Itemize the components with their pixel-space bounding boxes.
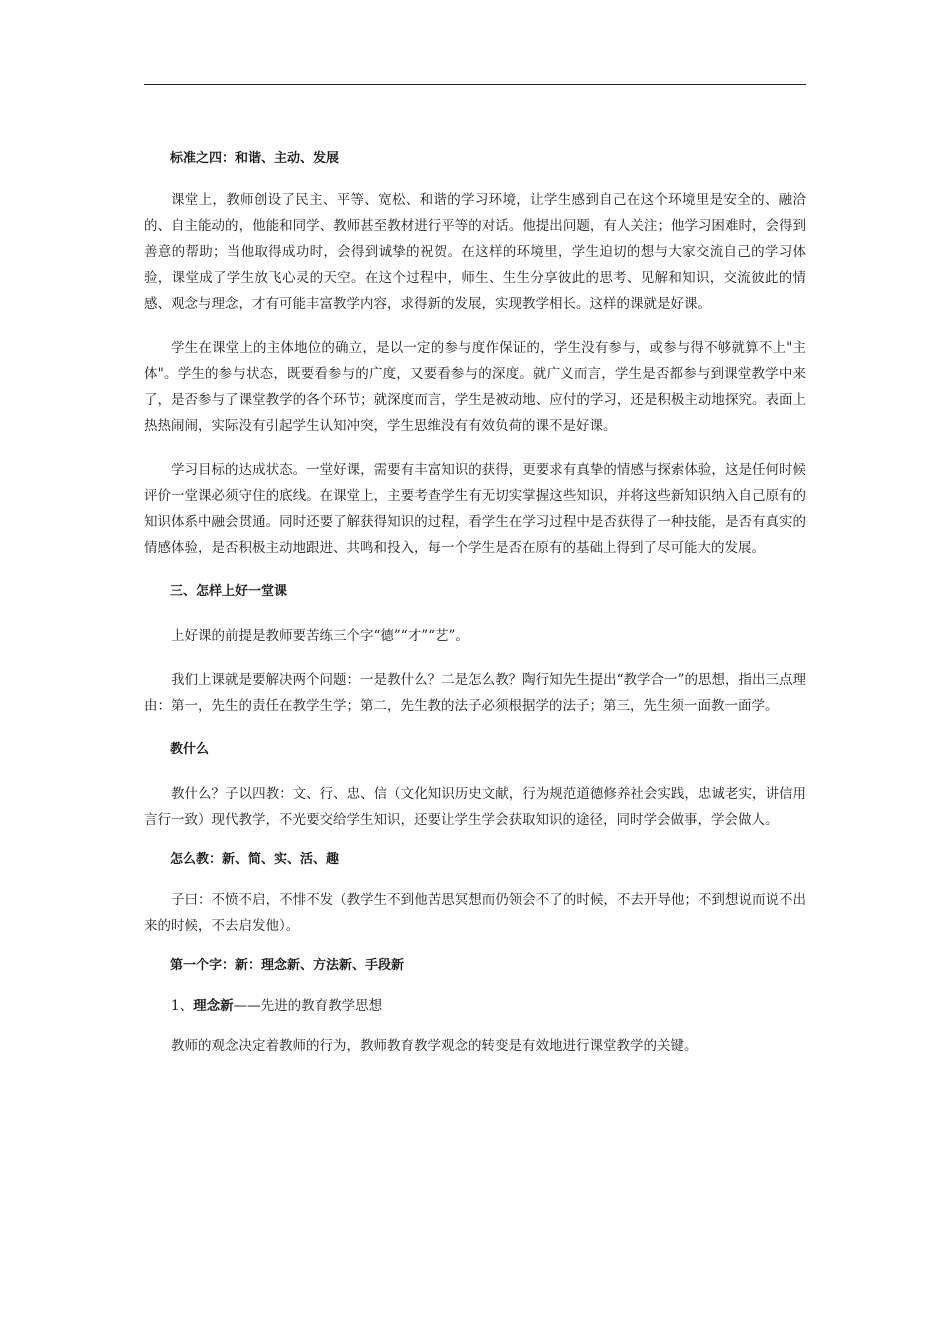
paragraph-participation: 学生在课堂上的主体地位的确立，是以一定的参与度作保证的，学生没有参与，或参与得不够就算不上"主体"。学生的参与状态，既要看参与的广度，又要看参与的深度。就广义而言，学生是否都参与到课堂教学中来了，是否参与了课堂教学的各个环节；就深度而言，学生是被动地、应付的学习，还是积极主动地探究。表面上热热闹闹，实际没有引起学生认知冲突，学生思维没有有效负荷的课不是好课。 bbox=[144, 340, 806, 434]
paragraph-teacher-concepts: 教师的观念决定着教师的行为，教师教育教学观念的转变是有效地进行课堂教学的关键。 bbox=[171, 1038, 698, 1054]
paragraph-harmony: 课堂上，教师创设了民主、平等、宽松、和谐的学习环境，让学生感到自己在这个环境里是安全的、融洽的、自主能动的，他能和同学、教师甚至教材进行平等的对话。他提出问题，有人关注；他学习困难时，会得到善意的帮助；当他取得成功时，会得到诚挚的祝贺。在这样的环境里，学生迫切的想与大家交流自己的学习体验，课堂成了学生放飞心灵的天空。在这个过程中，师生、生生分享彼此的思考、见解和知识，交流彼此的情感、观念与理念，才有可能丰富教学内容，求得新的发展，实现教学相长。这样的课就是好课。 bbox=[144, 192, 806, 312]
paragraph-four-teachings: 教什么？子以四教：文、行、忠、信（文化知识历史文献，行为规范道德修养社会实践，忠诚老实，讲信用言行一致）现代教学，不光要交给学生知识，还要让学生学会获取知识的途径，同时学会做事，学会做人。 bbox=[144, 786, 806, 828]
subheading-first-character-new: 第一个字：新：理念新、方法新、手段新 bbox=[170, 958, 405, 973]
paragraph-two-questions: 我们上课就是要解决两个问题：一是教什么？二是怎么教？陶行知先生提出“教学合一”的思想，指出三点理由：第一，先生的责任在教学生学；第二，先生教的法子必须根据学的法子；第三，先生须一面教一面学。 bbox=[144, 672, 806, 714]
paragraph-confucius-quote: 子曰：不愤不启，不悱不发（教学生不到他苦思冥想而仍领会不了的时候，不去开导他；不到想说而说不出来的时候，不去启发他）。 bbox=[144, 892, 806, 934]
document-body bbox=[144, 146, 806, 1059]
header-rule bbox=[144, 84, 806, 85]
subheading-how-to-teach: 怎么教：新、简、实、活、趣 bbox=[170, 852, 340, 867]
list-item-concept-new bbox=[144, 993, 806, 1019]
list-item-description: ——先进的教育教学思想 bbox=[233, 998, 383, 1014]
list-item-number: 1、 bbox=[171, 998, 194, 1014]
paragraph-learning-goals: 学习目标的达成状态。一堂好课，需要有丰富知识的获得，更要求有真挚的情感与探索体验，这是任何时候评价一堂课必须守住的底线。在课堂上，主要考查学生有无切实掌握这些知识，并将这些新知识纳入自己原有的知识体系中融会贯通。同时还要了解获得知识的过程，看学生在学习过程中是否获得了一种技能，是否有真实的情感体验，是否积极主动地跟进、共鸣和投入，每一个学生是否在原有的基础上得到了尽可能大的发展。 bbox=[144, 462, 806, 556]
section-heading-how-to-teach: 三、怎样上好一堂课 bbox=[170, 584, 288, 599]
paragraph-three-characters: 上好课的前提是教师要苦练三个字“德”“才”“艺”。 bbox=[171, 628, 469, 644]
list-item-term: 理念新 bbox=[193, 998, 234, 1014]
section-heading-standard-4: 标准之四：和谐、主动、发展 bbox=[170, 151, 340, 166]
subheading-what-to-teach: 教什么 bbox=[170, 742, 210, 757]
